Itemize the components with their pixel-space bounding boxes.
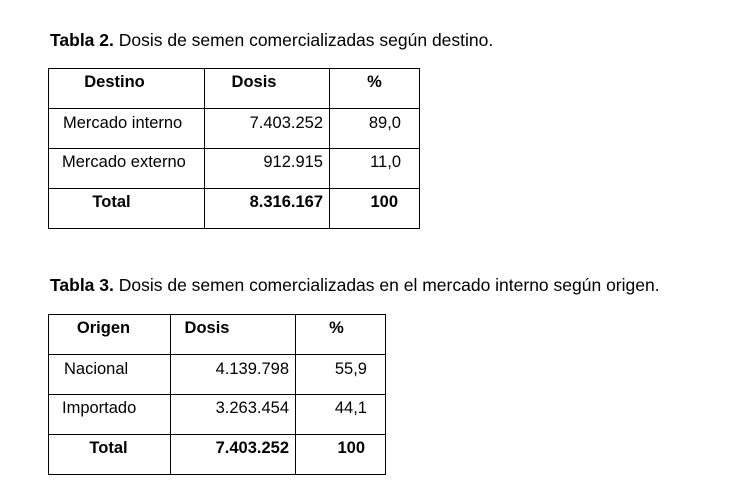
table-3-cell-origen: Nacional	[49, 355, 171, 395]
table-2-header-row	[49, 69, 420, 109]
table-2-total-percent: 100	[330, 189, 420, 229]
table-2-caption	[50, 30, 493, 50]
table-3-cell-dosis: 4.139.798	[171, 355, 296, 395]
table-2-total-dosis: 8.316.167	[205, 189, 330, 229]
table-2-caption-label: Tabla 2.	[50, 30, 114, 50]
table-3-header-percent: %	[296, 315, 386, 355]
table-2-header-percent: %	[330, 69, 420, 109]
table-3-total-percent: 100	[296, 435, 386, 475]
table-2	[48, 68, 420, 229]
table-row	[49, 395, 386, 435]
table-3-cell-percent: 55,9	[296, 355, 386, 395]
table-3-cell-percent: 44,1	[296, 395, 386, 435]
table-3-cell-origen: Importado	[49, 395, 171, 435]
table-2-cell-percent: 89,0	[330, 109, 420, 149]
table-3-header-row	[49, 315, 386, 355]
table-2-cell-destino: Mercado externo	[49, 149, 205, 189]
table-3-total-label: Total	[49, 435, 171, 475]
table-row	[49, 109, 420, 149]
table-3-caption-text: Dosis de semen comercializadas en el mercado interno según origen.	[113, 275, 660, 295]
table-2-total-row	[49, 189, 420, 229]
table-2-cell-percent: 11,0	[330, 149, 420, 189]
table-2-cell-destino: Mercado interno	[49, 109, 205, 149]
table-2-caption-text: Dosis de semen comercializadas según destino.	[113, 30, 494, 50]
table-row	[49, 355, 386, 395]
table-row	[49, 149, 420, 189]
table-3-cell-dosis: 3.263.454	[171, 395, 296, 435]
table-3	[48, 314, 386, 475]
table-3-header-origen: Origen	[49, 315, 171, 355]
table-3-total-row	[49, 435, 386, 475]
table-2-header-dosis: Dosis	[205, 69, 330, 109]
table-3-total-dosis: 7.403.252	[171, 435, 296, 475]
table-2-cell-dosis: 912.915	[205, 149, 330, 189]
table-3-caption-label: Tabla 3.	[50, 275, 114, 295]
table-2-total-label: Total	[49, 189, 205, 229]
table-3-caption	[50, 275, 660, 295]
table-2-header-destino: Destino	[49, 69, 205, 109]
table-2-cell-dosis: 7.403.252	[205, 109, 330, 149]
table-3-header-dosis: Dosis	[171, 315, 296, 355]
